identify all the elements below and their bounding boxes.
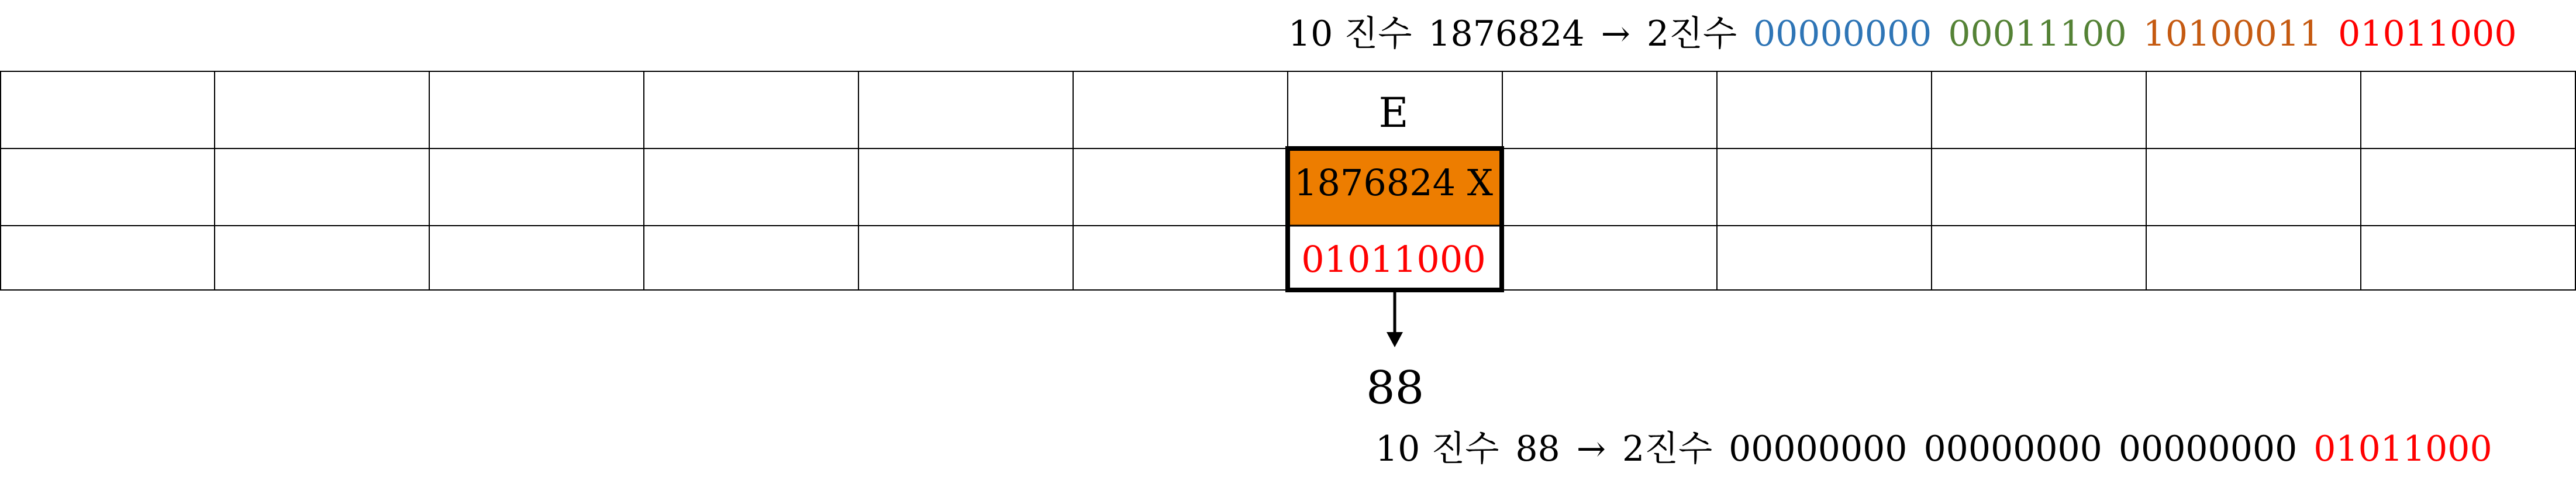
cell-value: 1876824 X <box>1294 161 1493 204</box>
bottom-byte-3: 00000000 <box>2118 429 2298 469</box>
column-header-e: E <box>1378 89 1409 137</box>
top-decimal-value: 1876824 <box>1428 13 1585 54</box>
bottom-byte-2: 00000000 <box>1923 429 2102 469</box>
top-arrow: → <box>1601 13 1630 54</box>
bottom-decimal-value: 88 <box>1515 429 1560 469</box>
top-byte-4: 01011000 <box>2338 13 2517 54</box>
bottom-byte-1: 00000000 <box>1729 429 1908 469</box>
top-byte-2: 00011100 <box>1948 13 2127 54</box>
cell-binary-value: 01011000 <box>1301 238 1486 281</box>
top-byte-3: 10100011 <box>2143 13 2322 54</box>
down-arrow-head <box>1387 332 1403 347</box>
bottom-base-label: 2진수 <box>1622 429 1713 469</box>
bottom-arrow: → <box>1576 429 1606 469</box>
top-base-label: 2진수 <box>1646 13 1737 54</box>
top-byte-1: 00000000 <box>1753 13 1932 54</box>
bottom-prefix: 10 진수 <box>1375 429 1499 469</box>
bottom-byte-4: 01011000 <box>2313 429 2492 469</box>
top-prefix: 10 진수 <box>1288 13 1412 54</box>
bottom-conversion-equation <box>1375 431 2492 467</box>
result-value: 88 <box>1366 362 1425 414</box>
